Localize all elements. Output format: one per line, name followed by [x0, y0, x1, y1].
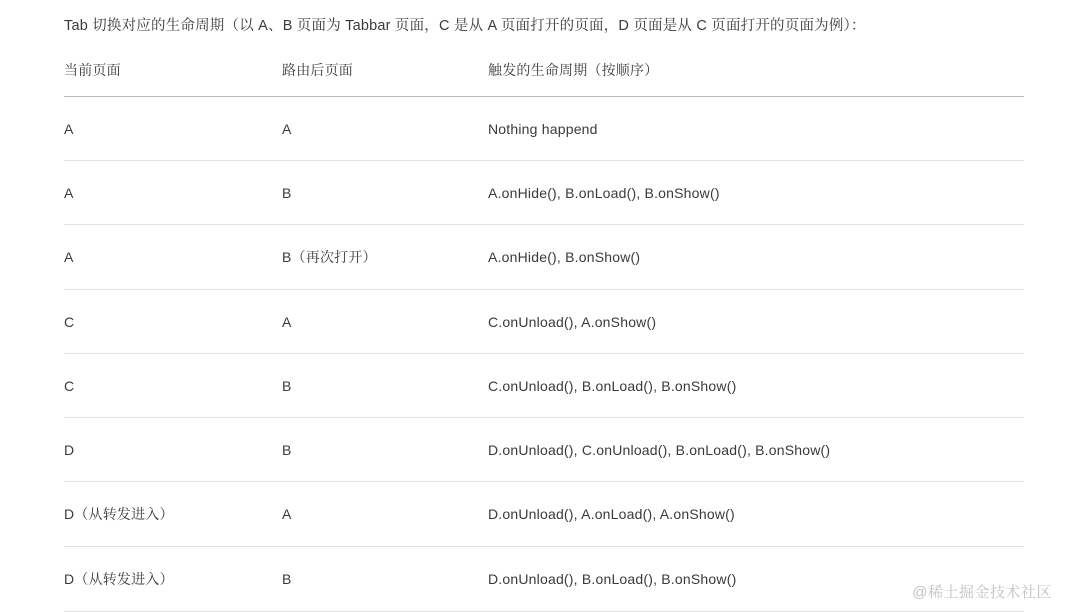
table-row [64, 418, 1024, 482]
cell-lifecycle: D.onUnload(), B.onLoad(), B.onShow() [488, 547, 1024, 612]
watermark: @稀土掘金技术社区 [912, 584, 1052, 601]
table-row [64, 97, 1024, 161]
cell-current-page: D [64, 418, 282, 482]
table-header-row [64, 54, 1024, 97]
cell-lifecycle: C.onUnload(), A.onShow() [488, 290, 1024, 354]
cell-lifecycle: D.onUnload(), A.onLoad(), A.onShow() [488, 482, 1024, 547]
cell-lifecycle: C.onUnload(), B.onLoad(), B.onShow() [488, 354, 1024, 418]
column-header-lifecycle: 触发的生命周期（按顺序） [488, 54, 1024, 97]
cell-next-page: B [282, 161, 488, 225]
cell-current-page: A [64, 97, 282, 161]
table-body [64, 97, 1024, 612]
table-row [64, 225, 1024, 290]
cell-current-page: D（从转发进入） [64, 547, 282, 612]
table-head [64, 54, 1024, 97]
lifecycle-table [64, 54, 1024, 612]
cell-current-page: A [64, 225, 282, 290]
table-row [64, 354, 1024, 418]
cell-current-page: A [64, 161, 282, 225]
cell-next-page: B [282, 547, 488, 612]
cell-current-page: D（从转发进入） [64, 482, 282, 547]
cell-lifecycle: D.onUnload(), C.onUnload(), B.onLoad(), B.onShow() [488, 418, 1024, 482]
cell-next-page: B（再次打开） [282, 225, 488, 290]
table-row [64, 290, 1024, 354]
cell-lifecycle: A.onHide(), B.onShow() [488, 225, 1024, 290]
cell-next-page: A [282, 97, 488, 161]
column-header-next-page: 路由后页面 [282, 54, 488, 97]
cell-next-page: B [282, 418, 488, 482]
table-row [64, 482, 1024, 547]
cell-current-page: C [64, 290, 282, 354]
cell-lifecycle: Nothing happend [488, 97, 1024, 161]
table-row [64, 161, 1024, 225]
cell-next-page: A [282, 482, 488, 547]
cell-next-page: B [282, 354, 488, 418]
column-header-current-page: 当前页面 [64, 54, 282, 97]
intro-paragraph: Tab 切换对应的生命周期（以 A、B 页面为 Tabbar 页面，C 是从 A 页面打开的页面，D 页面是从 C 页面打开的页面为例）： [64, 18, 866, 34]
cell-next-page: A [282, 290, 488, 354]
table-row [64, 547, 1024, 612]
cell-lifecycle: A.onHide(), B.onLoad(), B.onShow() [488, 161, 1024, 225]
cell-current-page: C [64, 354, 282, 418]
